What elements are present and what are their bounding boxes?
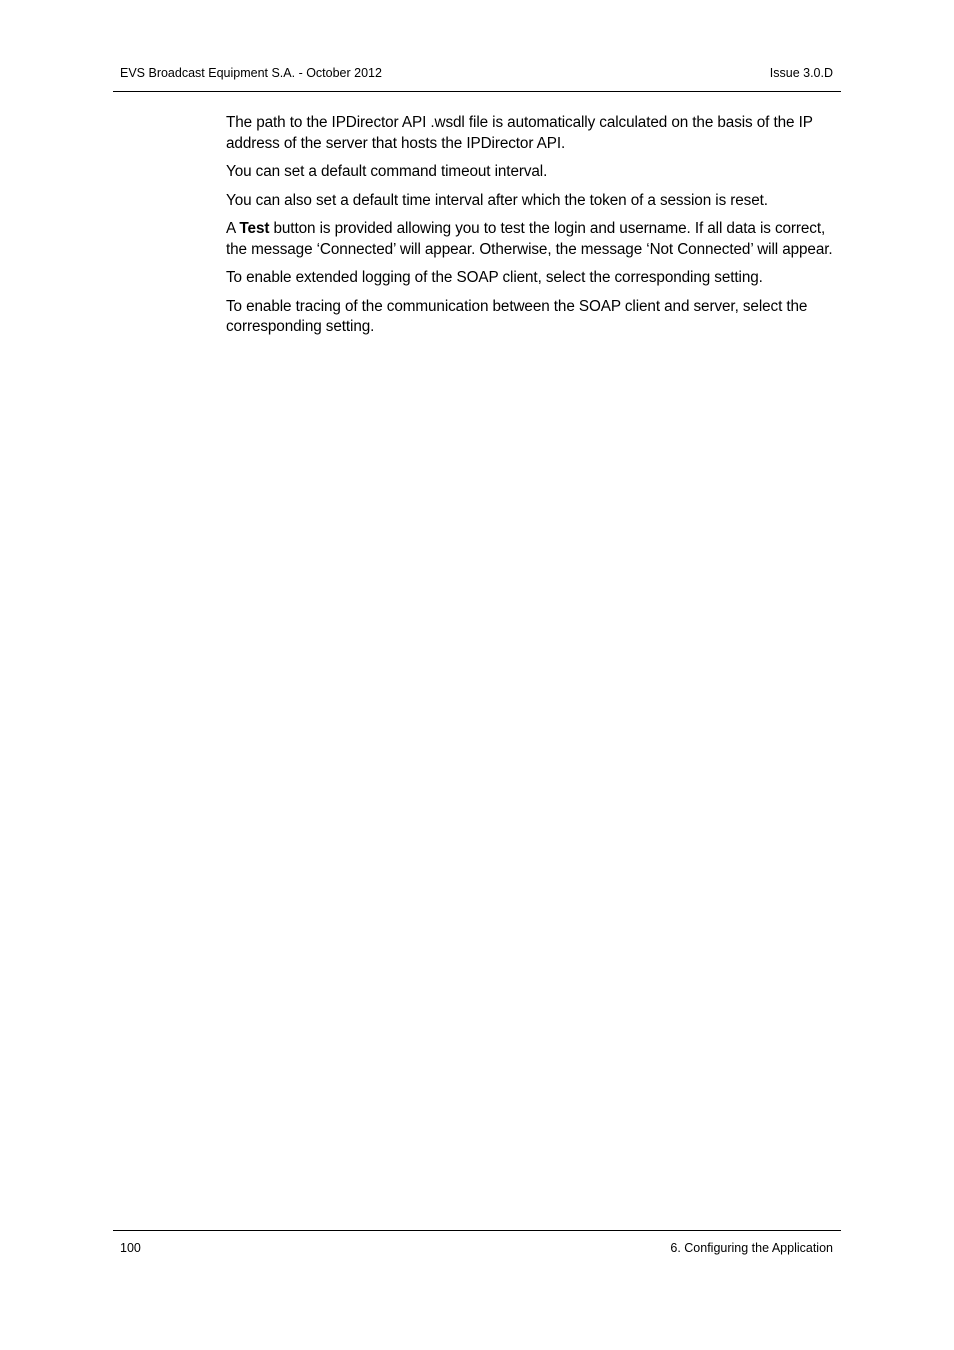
header-company-date: EVS Broadcast Equipment S.A. - October 2012: [120, 66, 382, 80]
paragraph-token-reset: You can also set a default time interval after which the token of a session is reset.: [226, 191, 768, 209]
paragraph-test-prefix: A: [226, 220, 240, 237]
paragraph-extended-logging: To enable extended logging of the SOAP client, select the corresponding setting.: [226, 269, 763, 286]
footer-section-title: 6. Configuring the Application: [670, 1241, 833, 1255]
page-footer: [113, 1230, 841, 1261]
test-button-name: Test: [239, 220, 270, 237]
paragraph-test-button: [226, 219, 844, 260]
page-number: 100: [120, 1241, 141, 1255]
page-header: [113, 64, 841, 92]
header-issue: Issue 3.0.D: [769, 66, 833, 80]
paragraph-command-timeout: You can set a default command timeout interval.: [226, 163, 548, 180]
paragraph-test-suffix: button is provided allowing you to test the login and username. If all data is correct, the message ‘Connected’ will appear. Otherwise, the message ‘Not Connected’ will appear.: [226, 220, 833, 258]
paragraph-wsdl-path: The path to the IPDirector API .wsdl file is automatically calculated on the basis of the IP address of the server that hosts the IPDirector API.: [226, 114, 813, 152]
page-body: [226, 113, 844, 346]
paragraph-tracing: To enable tracing of the communication between the SOAP client and server, select the corresponding setting.: [226, 297, 808, 335]
